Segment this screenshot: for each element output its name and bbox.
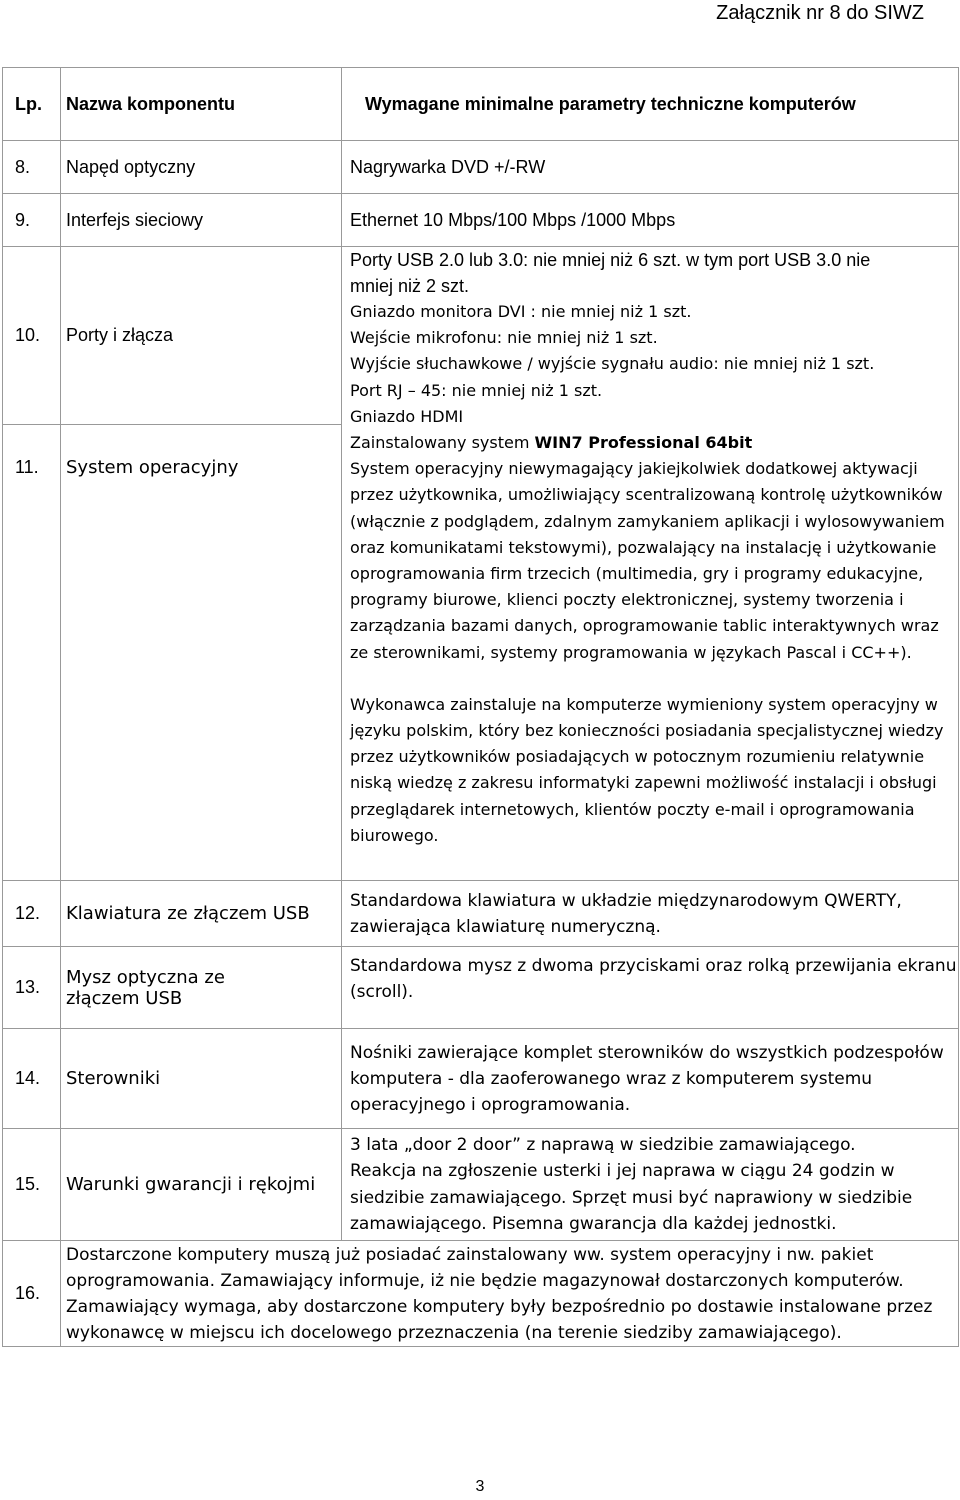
ports-spec-line-3: Wyjście słuchawkowe / wyjście sygnału audio: nie mniej niż 1 szt. xyxy=(350,354,875,374)
row-spec: Nośniki zawierające komplet sterowników do wszystkich podzespołów komputera - dla zaoferowanego wraz z komputerem systemu operacyjnego i oprogramowania. xyxy=(342,1029,959,1129)
row-spec-delivery: Dostarczone komputery muszą już posiadać zainstalowany ww. system operacyjny i nw. pakiet oprogramowania. Zamawiający informuje, iż nie będzie magazynował dostarczonych komputerów. Zamawiający wymaga, aby dostarczone komputery były bezpośrednio po dostawie instalowane przez wykonawcę w miejscu ich docelowego przeznaczenia (na terenie siedziby zamawiającego). xyxy=(61,1241,959,1347)
row-lp: 9. xyxy=(3,194,61,247)
row-spec-ports-and-os xyxy=(342,247,959,881)
table-row xyxy=(3,1029,959,1129)
warranty-spec-line-0: 3 lata „door 2 door” z naprawą w siedzibie zamawiającego. xyxy=(350,1135,856,1156)
requirements-table xyxy=(2,67,959,1347)
page-number: 3 xyxy=(475,1478,485,1495)
os-spec-paragraph-1: System operacyjny niewymagający jakiejkolwiek dodatkowej aktywacji przez użytkownika, umożliwiający scentralizowaną kontrolę użytkowników (włącznie z podglądem, zdalnym zamykaniem aplikacji i wylosowywaniem oraz komunikatami tekstowymi), pozwalający na instalację i użytkowanie oprogramowania firm trzecich (multimedia, gry i programy edukacyjne, programy biurowe, klienci poczty elektronicznej, systemy tworzenia i zarządzania bazami danych, oprogramowanie tablic interaktywnych wraz ze sterownikami, systemy programowania w językach Pascal i CC++). xyxy=(350,459,945,662)
ports-spec-line-2: Wejście mikrofonu: nie mniej niż 1 szt. xyxy=(350,328,658,348)
row-lp: 11. xyxy=(3,425,61,881)
table-row xyxy=(3,247,959,425)
row-name: Klawiatura ze złączem USB xyxy=(61,881,342,947)
row-lp: 10. xyxy=(3,247,61,425)
row-lp: 15. xyxy=(3,1129,61,1241)
row-spec xyxy=(342,1129,959,1241)
ports-spec-line-1: Gniazdo monitora DVI : nie mniej niż 1 szt. xyxy=(350,302,692,321)
row-lp: 8. xyxy=(3,141,61,194)
row-lp: 13. xyxy=(3,947,61,1029)
table-row xyxy=(3,1129,959,1241)
column-header-spec: Wymagane minimalne parametry techniczne komputerów xyxy=(342,68,959,141)
row-spec: Standardowa klawiatura w układzie międzynarodowym QWERTY, zawierająca klawiaturę numeryczną. xyxy=(342,881,959,947)
table-row xyxy=(3,194,959,247)
table-row xyxy=(3,947,959,1029)
column-header-name: Nazwa komponentu xyxy=(61,68,342,141)
row-name-text: System operacyjny xyxy=(66,457,239,478)
ports-spec-line-4: Port RJ – 45: nie mniej niż 1 szt. xyxy=(350,380,603,400)
column-header-lp: Lp. xyxy=(3,68,61,141)
row-name xyxy=(61,425,342,881)
row-name: Warunki gwarancji i rękojmi xyxy=(61,1129,342,1241)
os-spec-title xyxy=(350,430,958,456)
row-name: Mysz optyczna ze złączem USB xyxy=(61,947,342,1029)
cell-bottom-padding xyxy=(350,849,958,863)
ports-spec-line-5: Gniazdo HDMI xyxy=(350,406,464,426)
row-name: Porty i złącza xyxy=(61,247,342,425)
row-lp: 16. xyxy=(3,1241,61,1347)
table-row xyxy=(3,1241,959,1347)
table-header-row xyxy=(3,68,959,141)
row-spec: Nagrywarka DVD +/-RW xyxy=(342,141,959,194)
table-row xyxy=(3,141,959,194)
row-name: Napęd optyczny xyxy=(61,141,342,194)
row-spec: Ethernet 10 Mbps/100 Mbps /1000 Mbps xyxy=(342,194,959,247)
os-spec-bold: WIN7 Professional 64bit xyxy=(534,433,753,453)
row-lp: 12. xyxy=(3,881,61,947)
annex-label: Załącznik nr 8 do SIWZ xyxy=(716,2,924,24)
row-spec: Standardowa mysz z dwoma przyciskami oraz rolką przewijania ekranu (scroll). xyxy=(342,947,959,1029)
ports-spec-line-0: Porty USB 2.0 lub 3.0: nie mniej niż 6 szt. w tym port USB 3.0 nie mniej niż 2 szt. xyxy=(350,250,871,296)
row-name: Interfejs sieciowy xyxy=(61,194,342,247)
paragraph-gap xyxy=(350,666,958,692)
row-lp: 14. xyxy=(3,1029,61,1129)
table-row xyxy=(3,881,959,947)
warranty-spec-line-1: Reakcja na zgłoszenie usterki i jej naprawa w ciągu 24 godzin w siedzibie zamawiającego. Sprzęt musi być naprawiony w siedzibie zamawiającego. Pisemna gwarancja dla każdej jednostki. xyxy=(350,1161,913,1234)
os-spec-prefix: Zainstalowany system xyxy=(350,433,535,453)
os-spec-paragraph-2: Wykonawca zainstaluje na komputerze wymieniony system operacyjny w języku polskim, który bez konieczności posiadania specjalistycznej wiedzy przez użytkowników posiadających w potocznym rozumieniu relatywnie niską wiedzę z zakresu informatyki zapewni możliwość instalacji i obsługi przeglądarek internetowych, klientów poczty e-mail i oprogramowania biurowego. xyxy=(350,694,944,845)
row-name: Sterowniki xyxy=(61,1029,342,1129)
